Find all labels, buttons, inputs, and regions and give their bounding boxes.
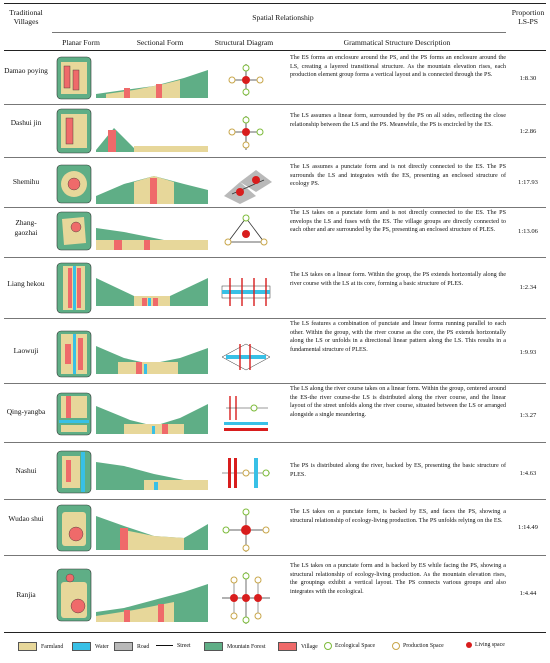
eco-space-icon (324, 642, 332, 650)
village-name: Zhang-gaozhai (14, 218, 38, 237)
planar-form (56, 211, 92, 251)
legend-label: Street (177, 642, 191, 649)
legend-water (72, 642, 109, 651)
row-divider (4, 499, 546, 500)
proportion-value: 1:13.06 (518, 228, 538, 235)
row-divider (4, 257, 546, 258)
planar-form (56, 568, 92, 622)
proportion-value: 1:14.49 (518, 524, 538, 531)
proportion-value: 1:8.30 (519, 75, 537, 82)
row-divider (4, 207, 546, 208)
header-grammatical: Grammatical Structure Description (343, 38, 451, 47)
top-rule (4, 3, 546, 4)
road-swatch (114, 642, 133, 651)
village-name: Laowuji (13, 346, 39, 355)
village-name: Ranjia (16, 590, 36, 599)
structural-diagram (218, 212, 274, 252)
row-divider (4, 555, 546, 556)
grammatical-description: The LS takes on a linear form. Within the group, the PS extends horizontally along the river course with the LS at its core, forming a basic structure of PLES. (290, 272, 506, 287)
planar-form (56, 56, 92, 100)
village-name: Liang hekou (7, 279, 45, 288)
village-swatch (278, 642, 297, 651)
legend-street (156, 642, 191, 649)
structural-diagram (218, 568, 274, 628)
planar-form (56, 108, 92, 154)
sectional-form (94, 60, 210, 100)
sectional-form (94, 166, 210, 206)
table-bottom-rule (4, 632, 546, 633)
row-divider (4, 442, 546, 443)
proportion-value: 1:3.27 (519, 412, 537, 419)
header-planar: Planar Form (62, 38, 100, 47)
grammatical-description: The LS features a combination of punctate and linear forms running parallel to each other. Within the group, with the river course as the core, the PS extends horizontally along the LS or unfolds in a directional linear pattern along the LS. This results in a fundamental structure of PLES. (290, 321, 506, 354)
water-swatch (72, 642, 91, 651)
structural-diagram (218, 112, 274, 154)
legend-label: Village (301, 643, 318, 650)
sectional-form (94, 114, 210, 154)
header-spatial-relationship: Spatial Relationship (252, 13, 314, 22)
sectional-form (94, 512, 210, 552)
sectional-form (94, 214, 210, 252)
village-name: Shemihu (12, 177, 40, 186)
row-divider (4, 318, 546, 319)
village-name: Damao poying (4, 66, 48, 75)
legend-road (114, 642, 149, 651)
sectional-form (94, 456, 210, 492)
proportion-value: 1:17.93 (518, 179, 538, 186)
village-name: Wudao shui (8, 514, 44, 523)
structural-diagram (216, 392, 276, 438)
legend-label: Mountain Forest (227, 643, 266, 650)
header-proportion: Proportion LS-PS (511, 8, 545, 27)
proportion-value: 1:4.44 (519, 590, 537, 597)
legend-label: Water (95, 643, 109, 650)
structural-diagram (216, 272, 276, 312)
header-villages: Traditional Villages (9, 8, 43, 27)
sectional-form (94, 272, 210, 308)
legend-forest (204, 642, 265, 651)
village-name: Qing-yangba (6, 407, 46, 416)
grammatical-description: The LS along the river course takes on a linear form. Within the group, centered around the ES-the river course-the LS is distributed along the river course, and the linear layout of the street unfolds along the river course, situated between the LS or arranged alongside a single meandering. (290, 386, 506, 419)
village-name: Nashui (15, 466, 37, 475)
grammatical-description: The LS assumes a linear form, surrounded by the PS on all sides, reflecting the close relationship between the LS and the PS. Meanwhile, the PS is encircled by the ES. (290, 113, 506, 128)
grammatical-description: The LS assumes a punctate form and is not directly connected to the ES. The PS surrounds the LS and integrates with the ES, presenting an enclosed structure of ecology PS. (290, 164, 506, 188)
prod-space-icon (392, 642, 400, 650)
legend-eco (324, 642, 375, 650)
proportion-value: 1:2.86 (519, 128, 537, 135)
legend-label: Production Space (403, 643, 444, 649)
planar-form (56, 392, 92, 436)
structural-diagram (218, 506, 274, 556)
legend-label: Ecological Space (335, 643, 376, 649)
sectional-form (94, 580, 210, 624)
planar-form (56, 164, 92, 204)
planar-form (56, 504, 92, 552)
legend-farmland (18, 642, 63, 651)
structural-diagram (218, 166, 274, 206)
row-divider (4, 104, 546, 105)
planar-form (56, 450, 92, 494)
legend-label: Living space (475, 642, 505, 648)
grammatical-description: The ES forms an enclosure around the PS, and the PS forms an enclosure around the LS, creating a layered transitional structure. As the mountain elevation rises, each production element group forms a vertical layout and is connected through the PS. (290, 55, 506, 79)
living-space-icon (466, 642, 472, 648)
legend-label: Farmland (41, 643, 64, 650)
legend-prod (392, 642, 444, 650)
sectional-form (94, 336, 210, 376)
header-sectional: Sectional Form (136, 38, 184, 47)
sectional-form (94, 396, 210, 436)
grammatical-description: The PS is distributed along the river, backed by ES, presenting the basic structure of PLES. (290, 463, 506, 478)
planar-form (56, 330, 92, 378)
grammatical-description: The LS takes on a punctate form and is backed by ES while facing the PS, showing a structural relationship of ecology-living production. As the mountain elevation rises, the groupings exhibit a vertical layout. The PS connects various groups and also integrates with the ecological. (290, 563, 506, 596)
farmland-swatch (18, 642, 37, 651)
forest-swatch (204, 642, 223, 651)
planar-form (56, 262, 92, 314)
village-name: Dashui jin (10, 118, 42, 127)
structural-diagram (218, 60, 274, 100)
grammatical-description: The LS takes on a punctate form, is backed by ES, and faces the PS, showing a structural relationship of ecology-living production. The PS unfolds relying on the ES. (290, 509, 506, 524)
legend-living (466, 642, 505, 648)
street-swatch (156, 642, 173, 649)
legend-village (278, 642, 318, 651)
structural-diagram (216, 338, 276, 376)
row-divider (4, 157, 546, 158)
proportion-value: 1:4.63 (519, 470, 537, 477)
header-bottom-rule (4, 50, 546, 51)
header-structural: Structural Diagram (214, 38, 274, 47)
header-subrule (52, 32, 506, 33)
proportion-value: 1:2.34 (519, 284, 537, 291)
grammatical-description: The LS takes on a punctate form and is not directly connected to the ES. The PS envelops the LS and fuses with the ES. The village groups are directly connected to each other and are surrounded by the PS, presenting an enclosed structure of PLES. (290, 210, 506, 234)
proportion-value: 1:9.93 (519, 349, 537, 356)
legend-label: Road (137, 643, 150, 650)
row-divider (4, 383, 546, 384)
structural-diagram (216, 454, 276, 492)
